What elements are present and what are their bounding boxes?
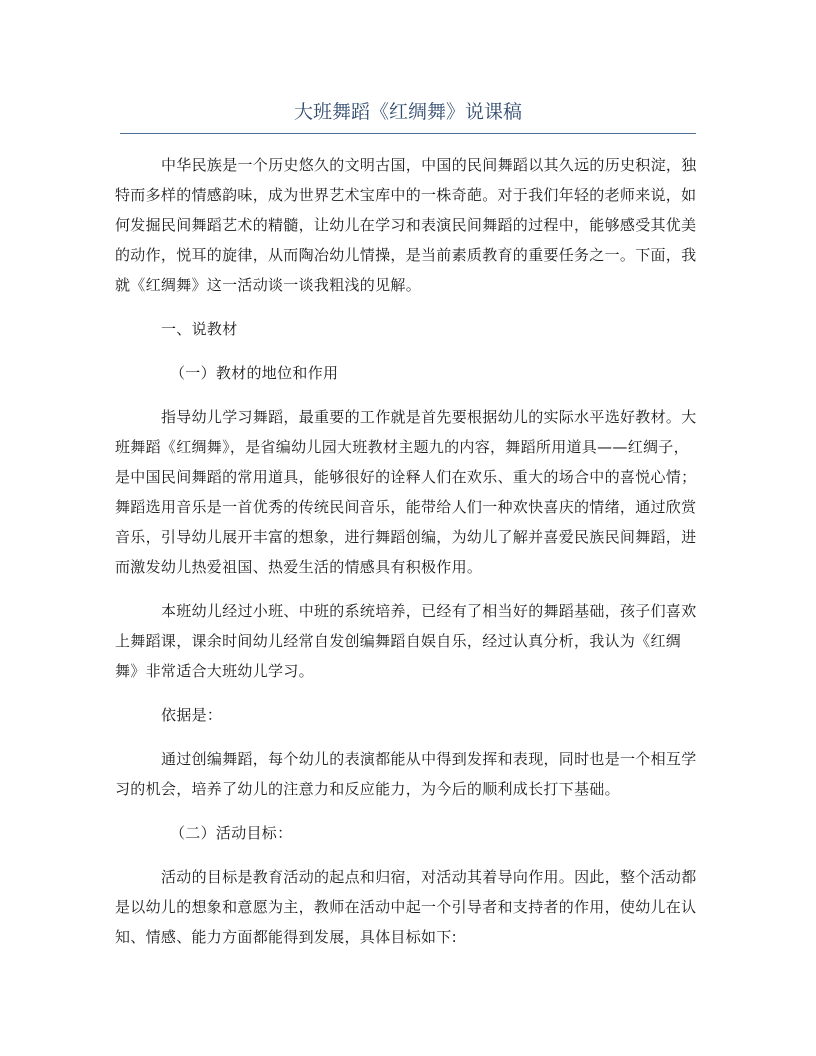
document-title: 大班舞蹈《红绸舞》说课稿: [293, 101, 522, 123]
document-body: [115, 150, 703, 966]
paragraph-intro: 中华民族是一个历史悠久的文明古国，中国的民间舞蹈以其久远的历史积淀，独特而多样的情感韵味，成为世界艺术宝库中的一株奇葩。对于我们年轻的老师来说，如何发掘民间舞蹈艺术的精髓，让幼儿在学习和表演民间舞蹈的过程中，能够感受其优美的动作，悦耳的旋律，从而陶冶幼儿情操，是当前素质教育的重要任务之一。下面，我就《红绸舞》这一活动谈一谈我粗浅的见解。: [115, 156, 697, 294]
paragraph-class-basis: 本班幼儿经过小班、中班的系统培养，已经有了相当好的舞蹈基础，孩子们喜欢上舞蹈课，课余时间幼儿经常自发创编舞蹈自娱自乐，经过认真分析，我认为《红绸舞》非常适合大班幼儿学习。: [115, 602, 697, 680]
heading-subsection-2: （二）活动目标：: [170, 824, 293, 842]
heading-subsection-1: （一）教材的地位和作用: [170, 364, 339, 382]
heading-section-1: 一、说教材: [161, 320, 238, 338]
paragraph-material: 指导幼儿学习舞蹈，最重要的工作就是首先要根据幼儿的实际水平选好教材。大班舞蹈《红绸舞》，是省编幼儿园大班教材主题九的内容，舞蹈所用道具——红绸子，是中国民间舞蹈的常用道具，能够很好的诠释人们在欢乐、重大的场合中的喜悦心情；舞蹈选用音乐是一首优秀的传统民间音乐，能带给人们一种欢快喜庆的情绪，通过欣赏音乐，引导幼儿展开丰富的想象，进行舞蹈创编，为幼儿了解并喜爱民族民间舞蹈，进而激发幼儿热爱祖国、热爱生活的情感具有积极作用。: [115, 408, 697, 576]
paragraph-goals: 活动的目标是教育活动的起点和归宿，对活动其着导向作用。因此，整个活动都是以幼儿的想象和意愿为主，教师在活动中起一个引导者和支持者的作用，使幼儿在认知、情感、能力方面都能得到发展，具体目标如下:: [115, 868, 697, 946]
paragraph-basis-detail: 通过创编舞蹈，每个幼儿的表演都能从中得到发挥和表现，同时也是一个相互学习的机会，培养了幼儿的注意力和反应能力，为今后的顺利成长打下基础。: [115, 750, 697, 798]
title-underline: [120, 133, 696, 134]
paragraph-basis-label: 依据是：: [161, 706, 223, 724]
